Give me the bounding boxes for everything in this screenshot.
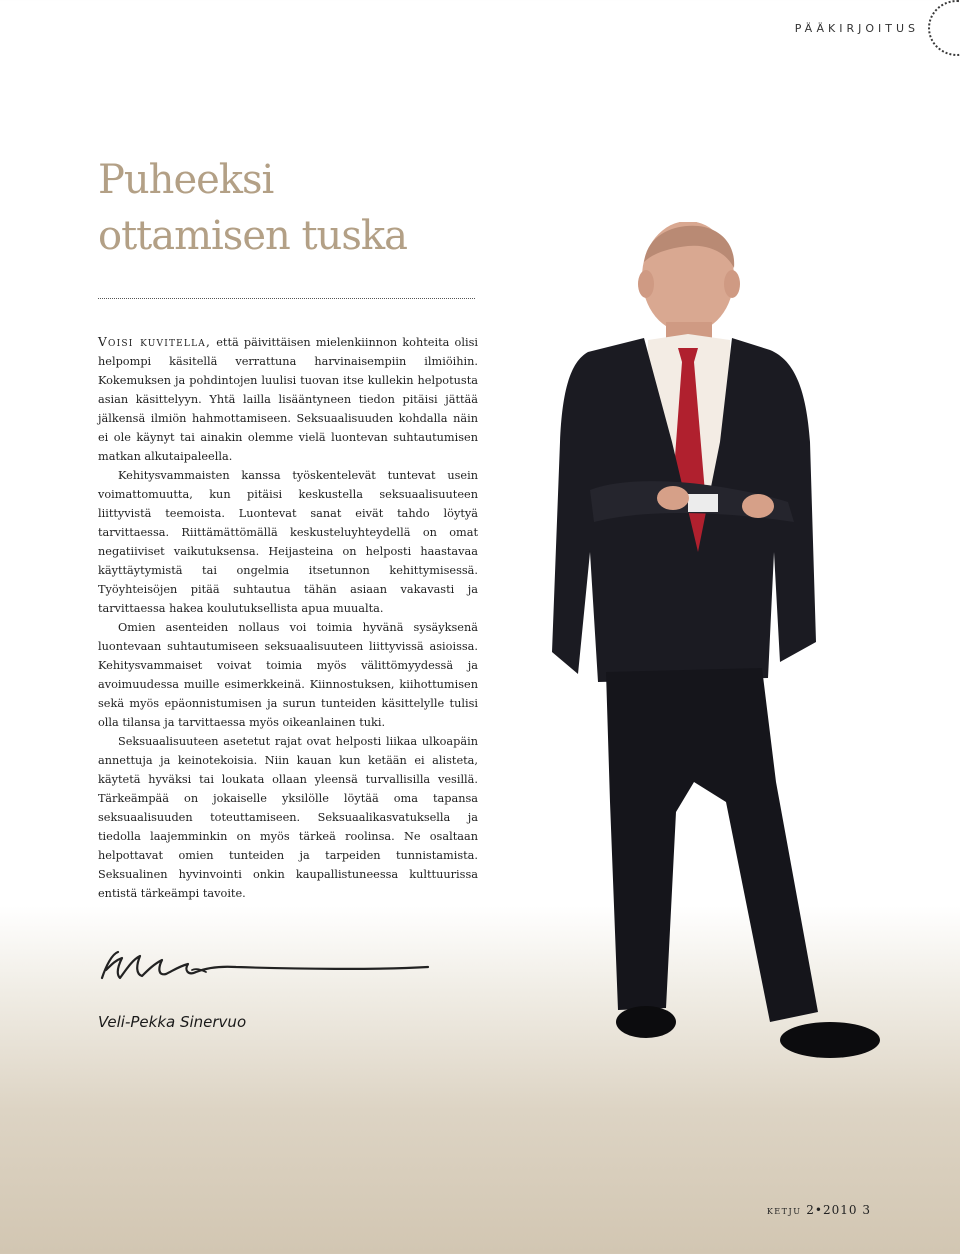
paragraph: Kehitysvammaisten kanssa työskentelevät tuntevat usein voimattomuutta, kun pitäisi keskustella seksuaalisuuteen liittyvistä teemoista. Luontevat sanat eivät tahdo löytyä tarvittaessa. Riittämättömällä keskusteluyhteydellä on omat negatiiviset vaikutuksensa. Heijasteina on helposti haastavaa käyttäytymistä tai ongelmia itsetunnon kehittymisessä. Työyhteisöjen pitää suhtautua tähän asiaan vakavasti ja tarvittaessa hakea koulutuksellista apua muualta.	[98, 469, 478, 615]
title-line-2: ottamisen tuska	[98, 213, 407, 259]
section-label: PÄÄKIRJOITUS	[794, 22, 919, 35]
magazine-name: ketju	[766, 1203, 802, 1217]
page-folio	[767, 1203, 871, 1217]
article-body	[98, 333, 478, 903]
author-name: Veli-Pekka Sinervuo	[98, 1013, 247, 1031]
paragraph	[98, 333, 478, 466]
paragraph-1-text: että päivittäisen mielenkiinnon kohteita olisi helpompi käsitellä verrattuna harvinaisempiin ilmiöihin. Kokemuksen ja pohdintojen luulisi tuovan itse kullekin helpotusta asian käsittelyyn. Yhtä lailla lisääntyneen tiedon pitäisi jättää jälkensä ilmiön hahmottamiseen. Seksuaalisuuden kohdalla näin ei ole käynyt tai ainakin olemme vielä luontevan suhtautumisen matkan alkutaipaleella.	[98, 336, 478, 463]
paragraph: Omien asenteiden nollaus voi toimia hyvänä sysäyksenä luontevaan suhtautumiseen seksuaalisuuteen liittyvissä asioissa. Kehitysvammaiset voivat toimia myös välittömyydessä ja avoimuudessa muille esimerkkeinä. Kiinnostuksen, kiihottumisen sekä myös epäonnistumisen ja surun tunteiden käsittelylle tulisi olla tilansa ja tarvittaessa myös oikeanlainen tuki.	[98, 621, 478, 729]
title-divider	[98, 298, 475, 299]
handwritten-signature	[96, 940, 441, 990]
article-title	[98, 152, 407, 264]
corner-dotted-ornament	[928, 0, 960, 56]
issue-number: 2•2010	[806, 1203, 858, 1217]
lead-in: Voisi kuvitella,	[98, 335, 212, 349]
page-number: 3	[862, 1203, 871, 1217]
paragraph: Seksuaalisuuteen asetetut rajat ovat helposti liikaa ulkoapäin annettuja ja keinotekoisia. Niin kauan kun ketään ei alisteta, käytetä hyväksi tai loukata ollaan yleensä turvallisilla vesillä. Tärkeämpää on jokaiselle yksilölle löytää oma tapansa seksuaalisuuden toteuttamiseen. Seksuaalikasvatuksella ja tiedolla laajemminkin on myös tärkeä roolinsa. Ne osaltaan helpottavat omien tunteiden ja tarpeiden tunnistamista. Seksualinen hyvinvointi onkin kaupallistuneessa kulttuurissa entistä tärkeämpi tavoite.	[98, 735, 478, 900]
title-line-1: Puheeksi	[98, 157, 274, 203]
author-portrait-photo	[548, 222, 888, 1082]
